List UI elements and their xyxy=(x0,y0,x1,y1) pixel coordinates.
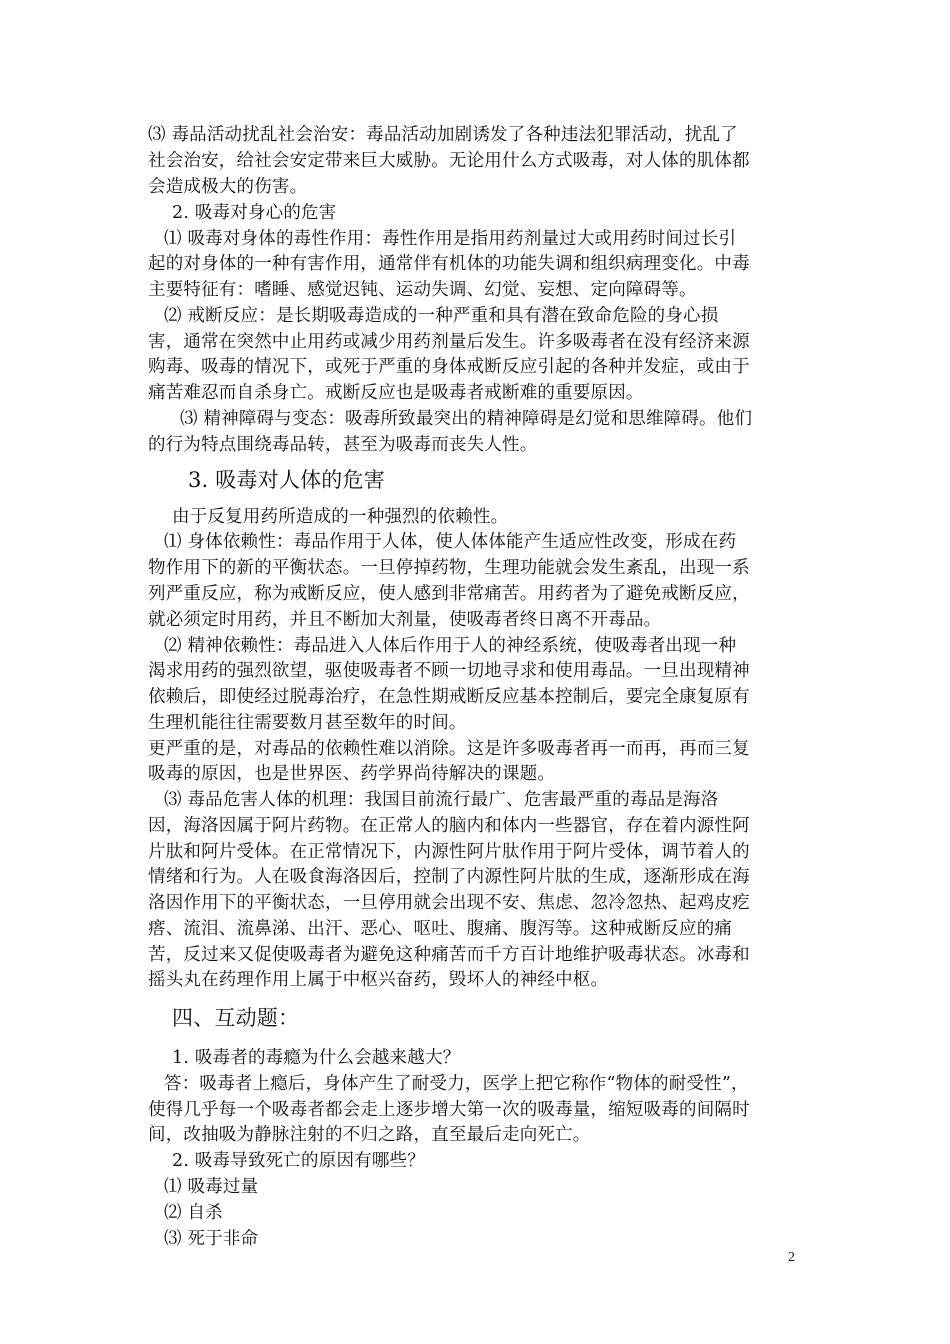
text-line: 使得几乎每一个吸毒者都会走上逐步增大第一次的吸毒量，缩短吸毒的间隔时 xyxy=(148,1100,750,1120)
text-line: ⑶ 毒品危害人体的机理：我国目前流行最广、危害最严重的毒品是海洛 xyxy=(164,790,719,810)
text-line: ⑴ 吸毒对身体的毒性作用：毒性作用是指用药剂量过大或用药时间过长引 xyxy=(164,229,737,249)
text-line: ⑵ 戒断反应：是长期吸毒造成的一种严重和具有潜在致命危险的身心损 xyxy=(164,306,719,326)
section-heading: 3. 吸毒对人体的危害 xyxy=(188,468,385,492)
text-line: 社会治安，给社会安定带来巨大威胁。无论用什么方式吸毒，对人体的肌体都 xyxy=(148,151,750,171)
text-line: 列严重反应，称为戒断反应，使人感到非常痛苦。用药者为了避免戒断反应， xyxy=(148,584,750,604)
text-line: 苦，反过来又促使吸毒者为避免这种痛苦而千方百计地维护吸毒状态。冰毒和 xyxy=(148,945,750,965)
question: 2. 吸毒导致死亡的原因有哪些？ xyxy=(172,1151,425,1171)
text-line: 主要特征有：嗜睡、感觉迟钝、运动失调、幻觉、妄想、定向障碍等。 xyxy=(148,280,697,300)
text-line: 害，通常在突然中止用药或减少用药剂量后发生。许多吸毒者在没有经济来源 xyxy=(148,332,750,352)
text-line: 依赖后，即使经过脱毒治疗，在急性期戒断反应基本控制后，要完全康复原有 xyxy=(148,687,750,707)
text-line: 会造成极大的伤害。 xyxy=(148,177,308,197)
section-heading: 2. 吸毒对身心的危害 xyxy=(172,203,337,223)
text-line: 摇头丸在药理作用上属于中枢兴奋药，毁坏人的神经中枢。 xyxy=(148,970,609,990)
list-item: ⑴ 吸毒过量 xyxy=(164,1177,259,1197)
text-line: 瘩、流泪、流鼻涕、出汗、恶心、呕吐、腹痛、腹泻等。这种戒断反应的痛 xyxy=(148,919,733,939)
text-line: 间，改抽吸为静脉注射的不归之路，直至最后走向死亡。 xyxy=(148,1125,591,1145)
text-line: 起的对身体的一种有害作用，通常伴有机体的功能失调和组织病理变化。中毒 xyxy=(148,254,750,274)
text-line: ⑶ 毒品活动扰乱社会治安：毒品活动加剧诱发了各种违法犯罪活动，扰乱了 xyxy=(148,125,738,145)
text-line: 就必须定时用药，并且不断加大剂量，使吸毒者终日离不开毒品。 xyxy=(148,610,662,630)
text-line: 答：吸毒者上瘾后，身体产生了耐受力，医学上把它称作“物体的耐受性”， xyxy=(164,1074,749,1094)
text-line: 吸毒的原因，也是世界医、药学界尚待解决的课题。 xyxy=(148,764,556,784)
text-line: 购毒、吸毒的情况下，或死于严重的身体戒断反应引起的各种并发症，或由于 xyxy=(148,357,750,377)
text-line: 物作用下的新的平衡状态。一旦停掉药物，生理功能就会发生紊乱，出现一系 xyxy=(148,558,750,578)
text-line: 痛苦难忍而自杀身亡。戒断反应也是吸毒者戒断难的重要原因。 xyxy=(148,383,644,403)
list-item: ⑶ 死于非命 xyxy=(164,1229,259,1249)
text-line: 由于反复用药所造成的一种强烈的依赖性。 xyxy=(172,507,509,527)
text-line: 因，海洛因属于阿片药物。在正常人的脑内和体内一些器官，存在着内源性阿 xyxy=(148,816,750,836)
text-line: ⑴ 身体依赖性：毒品作用于人体，使人体体能产生适应性改变，形成在药 xyxy=(164,532,737,552)
question: 1. 吸毒者的毒瘾为什么会越来越大？ xyxy=(172,1048,461,1068)
list-item: ⑵ 自杀 xyxy=(164,1203,223,1223)
text-line: 片肽和阿片受体。在正常情况下，内源性阿片肽作用于阿片受体，调节着人的 xyxy=(148,842,750,862)
text-line: 渴求用药的强烈欲望，驱使吸毒者不顾一切地寻求和使用毒品。一旦出现精神 xyxy=(148,661,750,681)
section-heading: 四、互动题： xyxy=(172,1006,300,1030)
text-line: ⑵ 精神依赖性：毒品进入人体后作用于人的神经系统，使吸毒者出现一种 xyxy=(164,636,737,656)
text-line: 更严重的是，对毒品的依赖性难以消除。这是许多吸毒者再一而再，再而三复 xyxy=(148,739,750,759)
text-line: 的行为特点围绕毒品转，甚至为吸毒而丧失人性。 xyxy=(148,435,538,455)
text-line: ⑶ 精神障碍与变态：吸毒所致最突出的精神障碍是幻觉和思维障碍。他们 xyxy=(180,409,753,429)
page-number: 2 xyxy=(788,1250,795,1265)
text-line: 洛因作用下的平衡状态，一旦停用就会出现不安、焦虑、忽冷忽热、起鸡皮疙 xyxy=(148,893,750,913)
text-line: 生理机能往往需要数月甚至数年的时间。 xyxy=(148,713,467,733)
text-line: 情绪和行为。人在吸食海洛因后，控制了内源性阿片肽的生成，逐渐形成在海 xyxy=(148,867,750,887)
